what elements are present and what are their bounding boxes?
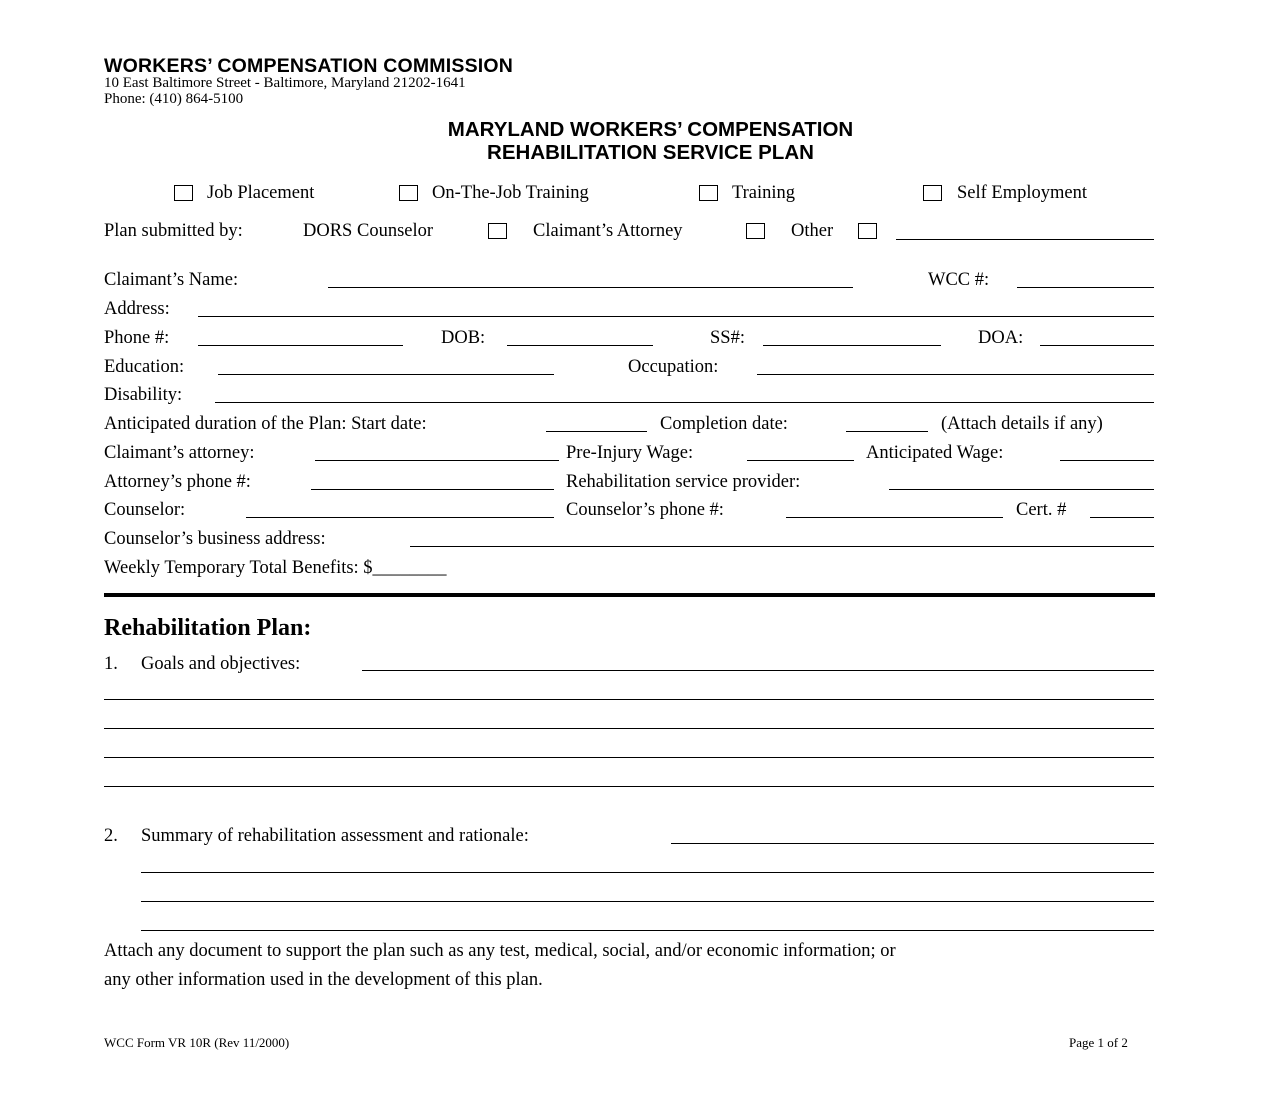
phone-field[interactable] [198,345,403,346]
summary-line-3[interactable] [141,901,1154,902]
page-number: Page 1 of 2 [1069,1035,1128,1050]
weekly-benefits-label: Weekly Temporary Total Benefits: $________ [104,558,447,578]
rehab-plan-heading: Rehabilitation Plan: [104,615,312,641]
doa-field[interactable] [1040,345,1154,346]
dors-counselor-label: DORS Counselor [303,221,434,241]
counselor-address-field[interactable] [410,546,1154,547]
other-specify-field[interactable] [896,239,1154,240]
education-field[interactable] [218,374,554,375]
start-date-field[interactable] [546,431,647,432]
attorney-phone-label: Attorney’s phone #: [104,472,251,492]
disability-field[interactable] [215,402,1154,403]
goals-field[interactable] [362,670,1154,671]
summary-field[interactable] [671,843,1154,844]
training-label: Training [732,183,796,203]
occupation-label: Occupation: [628,357,719,377]
attach-instruction-line2: any other information used in the development of this plan. [104,970,543,990]
counselor-phone-label: Counselor’s phone #: [566,500,724,520]
goals-line-3[interactable] [104,728,1154,729]
counselor-label: Counselor: [104,500,186,520]
start-date-label: Anticipated duration of the Plan: Start date: [104,414,427,434]
cert-label: Cert. # [1016,500,1067,520]
claimant-name-field[interactable] [328,287,853,288]
summary-line-4[interactable] [141,930,1154,931]
form-title-line1: MARYLAND WORKERS’ COMPENSATION [447,118,854,141]
claimant-attorney-field[interactable] [315,460,559,461]
provider-field[interactable] [889,489,1154,490]
summary-line-2[interactable] [141,872,1154,873]
claimant-name-label: Claimant’s Name: [104,270,239,290]
provider-label: Rehabilitation service provider: [566,472,801,492]
cert-field[interactable] [1090,517,1154,518]
on-the-job-training-checkbox[interactable] [399,185,418,201]
form-title [0,118,1275,164]
goals-line-2[interactable] [104,699,1154,700]
dob-field[interactable] [507,345,653,346]
anticipated-wage-label: Anticipated Wage: [866,443,1004,463]
pre-injury-wage-field[interactable] [747,460,854,461]
job-placement-label: Job Placement [207,183,315,203]
item2-number: 2. [104,826,118,846]
self-employment-label: Self Employment [957,183,1087,203]
claimant-attorney-option-label: Claimant’s Attorney [533,221,683,241]
attorney-phone-field[interactable] [311,489,554,490]
completion-date-field[interactable] [846,431,928,432]
training-checkbox[interactable] [699,185,718,201]
form-id: WCC Form VR 10R (Rev 11/2000) [104,1035,290,1050]
submitted-by-label: Plan submitted by: [104,221,243,241]
claimant-attorney-label: Claimant’s attorney: [104,443,255,463]
disability-label: Disability: [104,385,183,405]
goals-label: Goals and objectives: [141,654,301,674]
ss-label: SS#: [710,328,745,348]
counselor-address-label: Counselor’s business address: [104,529,326,549]
section-divider [104,593,1155,597]
completion-date-label: Completion date: [660,414,788,434]
agency-name: WORKERS’ COMPENSATION COMMISSION [104,55,514,77]
dors-counselor-checkbox[interactable] [488,223,507,239]
doa-label: DOA: [978,328,1024,348]
agency-address: 10 East Baltimore Street - Baltimore, Maryland 21202-1641 [104,75,466,91]
other-option-label: Other [791,221,834,241]
other-checkbox[interactable] [858,223,877,239]
attach-details-note: (Attach details if any) [941,414,1103,434]
dob-label: DOB: [441,328,486,348]
phone-label: Phone #: [104,328,170,348]
self-employment-checkbox[interactable] [923,185,942,201]
education-label: Education: [104,357,185,377]
ss-field[interactable] [763,345,941,346]
address-field[interactable] [198,316,1154,317]
goals-line-5[interactable] [104,786,1154,787]
counselor-field[interactable] [246,517,554,518]
job-placement-checkbox[interactable] [174,185,193,201]
address-label: Address: [104,299,170,319]
on-the-job-training-label: On-The-Job Training [432,183,589,203]
counselor-phone-field[interactable] [786,517,1003,518]
item1-number: 1. [104,654,118,674]
claimant-attorney-checkbox[interactable] [746,223,765,239]
form-title-line2: REHABILITATION SERVICE PLAN [487,141,814,164]
wcc-label: WCC #: [928,270,990,290]
attach-instruction-line1: Attach any document to support the plan such as any test, medical, social, and/or economic information; or [104,941,896,961]
anticipated-wage-field[interactable] [1060,460,1154,461]
summary-label: Summary of rehabilitation assessment and rationale: [141,826,529,846]
goals-line-4[interactable] [104,757,1154,758]
pre-injury-wage-label: Pre-Injury Wage: [566,443,694,463]
wcc-field[interactable] [1017,287,1154,288]
agency-phone: Phone: (410) 864-5100 [104,91,244,107]
occupation-field[interactable] [757,374,1154,375]
